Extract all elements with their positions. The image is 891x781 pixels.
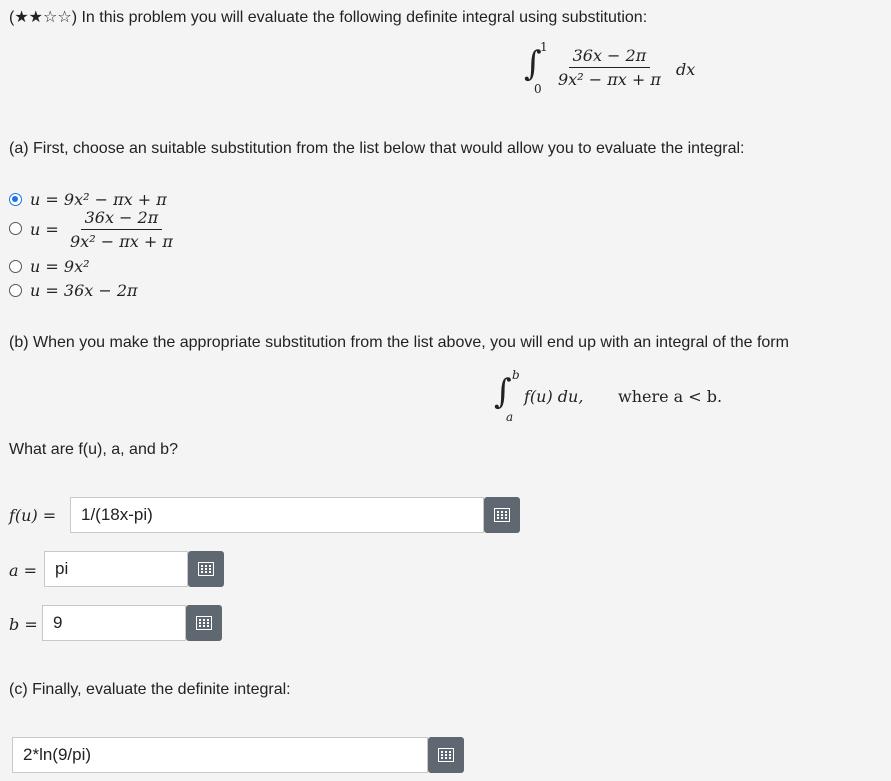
radio-option-3[interactable] [9,260,22,273]
fu-keypad-button[interactable] [484,497,520,533]
substitution-options [0,186,400,306]
b-input[interactable] [42,605,186,641]
form-integral-sign: ∫ [494,372,512,412]
part-b-prompt: (b) When you make the appropriate substitution from the list above, you will end up with an integral of the form [9,334,789,351]
radio-option-2[interactable] [9,222,22,235]
option-3[interactable] [9,258,209,276]
problem-intro: In this problem you will evaluate the following definite integral using substitution: [81,9,648,26]
final-keypad-button[interactable] [428,737,464,773]
a-input[interactable] [44,551,188,587]
main-integral [524,42,724,98]
integral-numerator: 36x − 2π [569,46,651,68]
integral-denominator: 9x² − πx + π [558,70,661,89]
keypad-icon [494,508,510,522]
option-4[interactable] [9,283,209,301]
option-2-numerator: 36x − 2π [81,208,163,230]
part-a-prompt: (a) First, choose an suitable substitution from the list below that would allow you to evaluate the integral: [9,140,745,157]
b-label: b = [9,615,38,634]
keypad-icon [196,616,212,630]
problem-header [9,7,647,27]
fu-label: f(u) = [9,506,57,525]
form-integrand: f(u) du, [524,387,584,406]
keypad-icon [438,748,454,762]
option-2-fraction [66,208,177,251]
b-keypad-button[interactable] [186,605,222,641]
option-3-label: u = 9x² [30,257,90,276]
integral-sign: ∫ [524,44,542,84]
option-4-label: u = 36x − 2π [30,281,138,300]
option-2-prefix: u = [30,220,59,239]
option-2-denominator: 9x² − πx + π [70,232,173,251]
form-lower-limit: a [506,410,514,424]
integral-differential: dx [676,60,696,79]
part-b-question: What are f(u), a, and b? [9,441,178,458]
integral-upper-limit: 1 [540,40,548,54]
form-integral [494,370,754,430]
final-answer-input[interactable] [12,737,428,773]
a-keypad-button[interactable] [188,551,224,587]
a-label: a = [9,561,38,580]
fu-input[interactable] [70,497,484,533]
form-condition: where a < b. [618,387,723,406]
part-c-prompt: (c) Finally, evaluate the definite integral: [9,681,291,698]
integral-lower-limit: 0 [534,82,542,96]
radio-option-4[interactable] [9,284,22,297]
difficulty-stars: (★★☆☆) [9,9,78,26]
option-1-label: u = 9x² − πx + π [30,190,167,209]
integral-fraction [554,46,665,89]
form-upper-limit: b [512,368,520,382]
option-2[interactable] [9,208,209,260]
radio-option-1[interactable] [9,193,22,206]
keypad-icon [198,562,214,576]
